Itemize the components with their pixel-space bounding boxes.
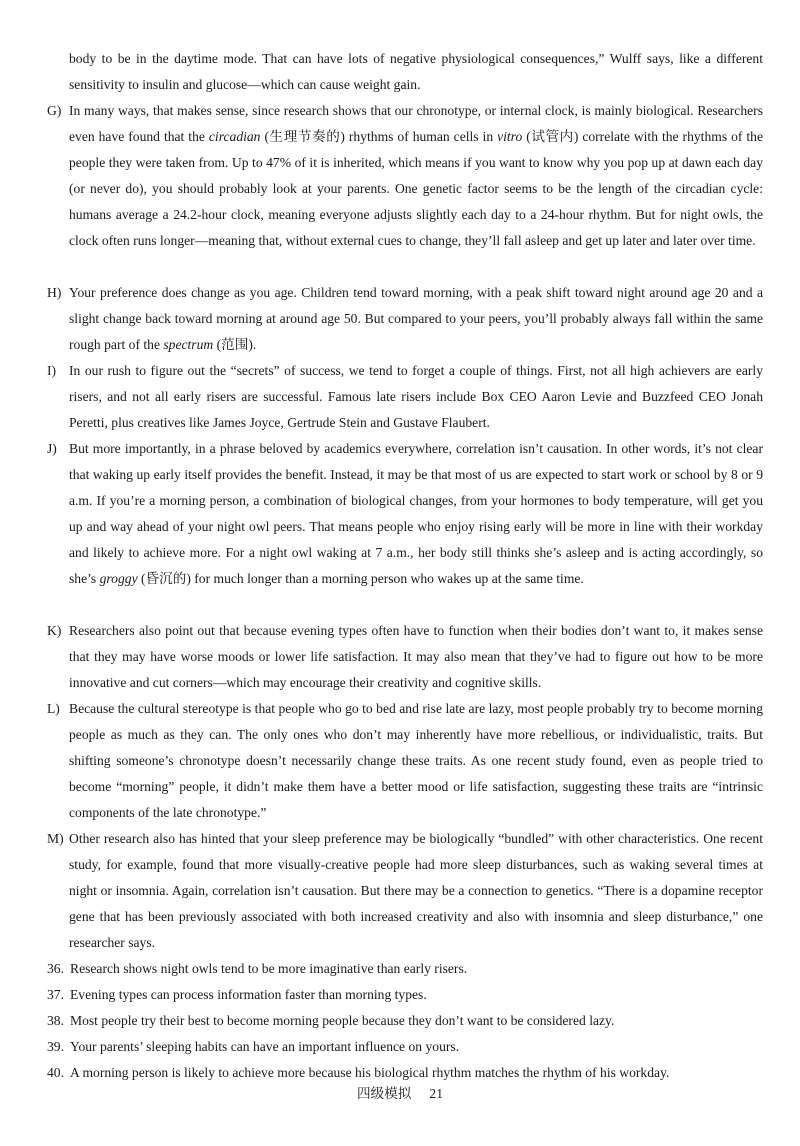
- text-run: In many ways, that makes sense, since research shows that our chronotype, or internal clock, is mainly biological. Researchers even have found that the: [69, 103, 763, 144]
- text-run: In our rush to figure out the “secrets” of success, we tend to forget a couple of things. First, not all high achievers are early risers, and not all early risers are successful. Famous late risers include Box CEO Aaron Levie and Buzzfeed CEO Jonah Peretti, plus creatives like James Joyce, Gertrude Stein and Gustave Flaubert.: [69, 363, 763, 430]
- question-item: [47, 1060, 763, 1086]
- text-run: (范围).: [213, 337, 257, 352]
- paragraph-text: [69, 280, 763, 358]
- continued-paragraph: body to be in the daytime mode. That can have lots of negative physiological consequences,” Wulff says, like a different sensitivity to insulin and glucose—which can cause weight gain.: [69, 51, 763, 92]
- paragraph-label: J): [47, 441, 57, 456]
- question-text: Your parents’ sleeping habits can have an important influence on yours.: [70, 1039, 460, 1054]
- question-number: 40.: [47, 1065, 64, 1080]
- paragraph-m: [47, 826, 763, 956]
- paragraph-text: [69, 618, 763, 696]
- text-run: (试管内) correlate with the rhythms of the people they were taken from. Up to 47% of it is inherited, which means if you want to know why you pop up at dawn each day (or never do), you should probably look at your parents. One genetic factor seems to be the length of the circadian cycle: humans average a 24.2-hour clock, meaning everyone adjusts slightly each day to a 24-hour rhythm. But for night owls, the clock often runs longer—meaning that, without external cues to change, they’ll fall asleep and get up later and later over time.: [69, 129, 763, 248]
- paragraph-label: G): [47, 103, 62, 118]
- italic-term: vitro: [497, 129, 523, 144]
- paragraph-h: [47, 280, 763, 358]
- page-footer: [0, 1084, 800, 1104]
- text-run: (昏沉的) for much longer than a morning person who wakes up at the same time.: [137, 571, 584, 586]
- text-run: But more importantly, in a phrase beloved by academics everywhere, correlation isn’t causation. In other words, it’s not clear that waking up early itself provides the benefit. Instead, it may be that most of us are expected to start work or school by 8 or 9 a.m. If you’re a morning person, a combination of biological changes, from your hormones to body temperature, will get you up and way ahead of your night owl peers. That means people who enjoy rising early will be more in line with their workday and likely to achieve more. For a night owl waking at 7 a.m., her body still thinks she’s asleep and is acting accordingly, so she’s: [69, 441, 763, 586]
- paragraph-k: [47, 618, 763, 696]
- question-text: Most people try their best to become morning people because they don’t want to be considered lazy.: [70, 1013, 615, 1028]
- paragraph-text: [69, 436, 763, 592]
- paragraph-label: I): [47, 363, 57, 378]
- paragraph-label: L): [47, 701, 60, 716]
- question-text: Research shows night owls tend to be more imaginative than early risers.: [70, 961, 468, 976]
- page-number: 21: [429, 1086, 443, 1101]
- question-item: [47, 1008, 763, 1034]
- italic-term: circadian: [208, 129, 261, 144]
- paragraph-g: [47, 98, 763, 254]
- paragraph-text: [69, 98, 763, 254]
- question-text: Evening types can process information faster than morning types.: [70, 987, 427, 1002]
- paragraph-text: [69, 696, 763, 826]
- question-number: 38.: [47, 1013, 64, 1028]
- paragraph-text: [69, 358, 763, 436]
- paragraph-label: H): [47, 285, 62, 300]
- paragraph-i: [47, 358, 763, 436]
- italic-term: groggy: [99, 571, 138, 586]
- text-run: Your preference does change as you age. Children tend toward morning, with a peak shift toward night around age 20 and a slight change back toward morning at around age 50. But compared to your peers, you’ll probably always fall within the same rough part of the: [69, 285, 763, 352]
- paragraph-label: K): [47, 623, 62, 638]
- text-run: Researchers also point out that because evening types often have to function when their bodies don’t want to, it makes sense that they may have worse moods or lower life satisfaction. It may also mean that they’ve had to figure out how to be more innovative and cut corners—which may encourage their creativity and cognitive skills.: [69, 623, 763, 690]
- question-item: [47, 982, 763, 1008]
- question-text: A morning person is likely to achieve more because his biological rhythm matches the rhythm of his workday.: [70, 1065, 670, 1080]
- text-run: Because the cultural stereotype is that people who go to bed and rise late are lazy, most people probably try to become morning people as much as they can. The only ones who don’t may inherently have more rebellious, or individualistic, traits. But shifting someone’s chronotype doesn’t necessarily change these traits. As one recent study found, even as people tried to become “morning” people, it didn’t make them have a better mood or life satisfaction, suggesting these traits are “intrinsic components of the late chronotype.”: [69, 701, 763, 820]
- text-run: (生理节奏的) rhythms of human cells in: [260, 129, 498, 144]
- italic-term: spectrum: [163, 337, 214, 352]
- paragraph-label: M): [47, 831, 64, 846]
- paragraph-text: [69, 826, 763, 956]
- paragraph-j: [47, 436, 763, 592]
- footer-title: 四级模拟: [357, 1086, 412, 1101]
- paragraph-l: [47, 696, 763, 826]
- question-number: 39.: [47, 1039, 64, 1054]
- question-item: [47, 1034, 763, 1060]
- text-run: Other research also has hinted that your sleep preference may be biologically “bundled” with other characteristics. One recent study, for example, found that more visually-creative people had more sleep disturbances, such as waking several times at night or insomnia. Again, correlation isn’t causation. But there may be a connection to genetics. “There is a dopamine receptor gene that has been previously associated with both increased creativity and also with insomnia and sleep disturbance,” one researcher says.: [69, 831, 763, 950]
- question-number: 36.: [47, 961, 64, 976]
- question-number: 37.: [47, 987, 64, 1002]
- question-item: [47, 956, 763, 982]
